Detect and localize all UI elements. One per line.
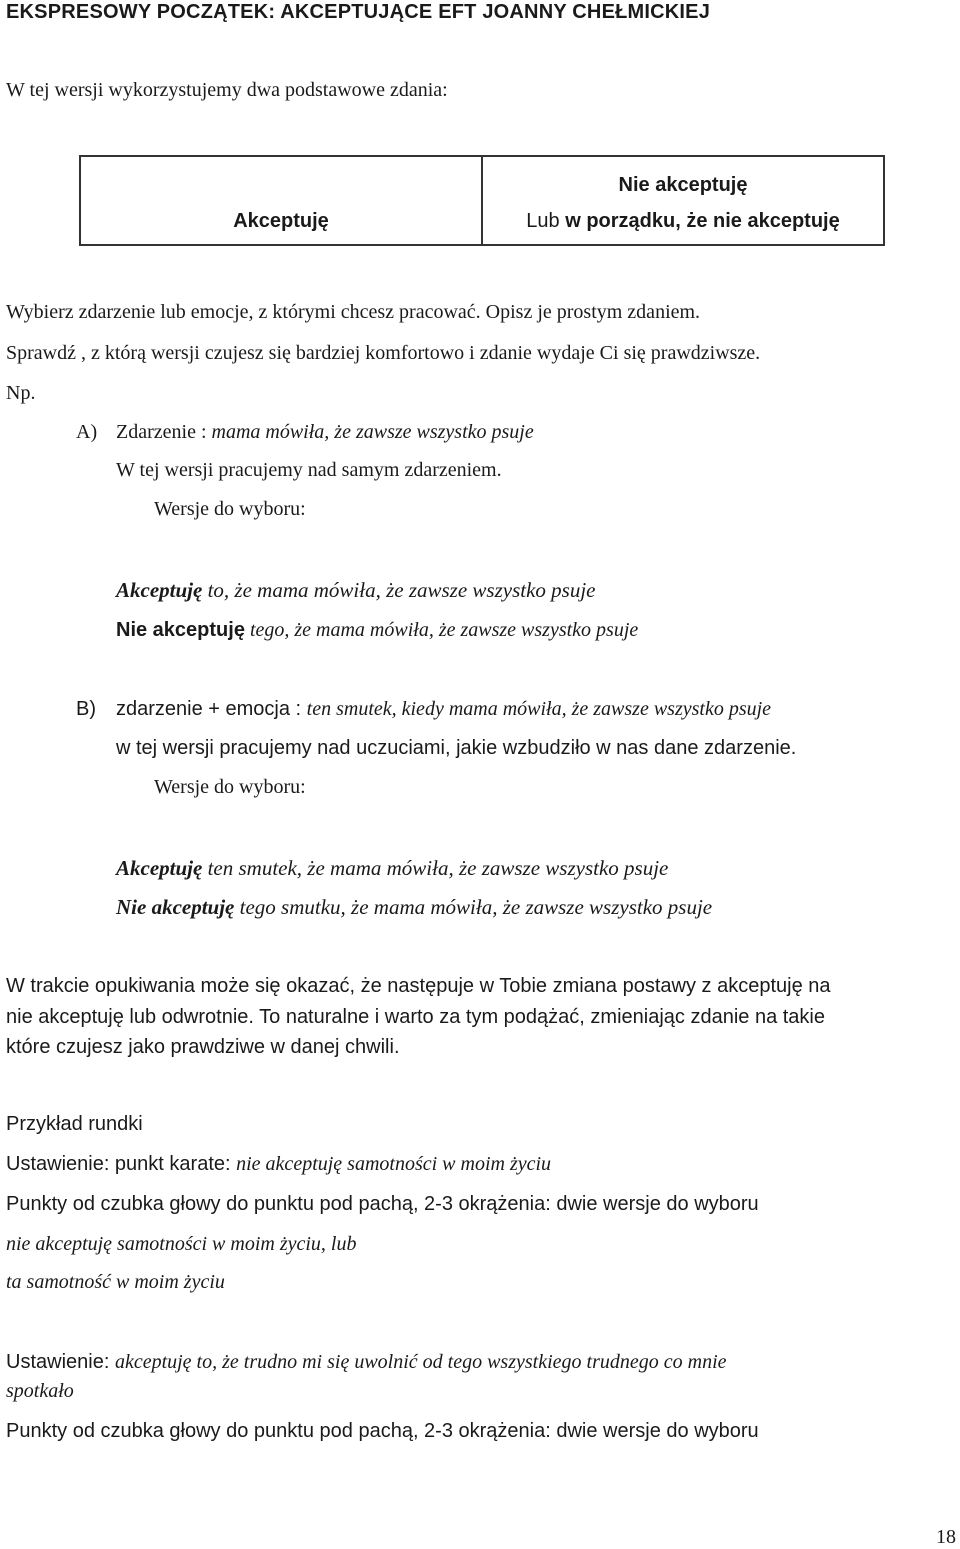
- example-points-2: Punkty od czubka głowy do punktu pod pachą, 2-3 okrążenia: dwie wersje do wyboru: [6, 1420, 759, 1442]
- page-title: EKSPRESOWY POCZĄTEK: AKCEPTUJĄCE EFT JOANNY CHEŁMICKIEJ: [6, 1, 711, 23]
- table-or-line: [483, 209, 883, 233]
- intro-text: W tej wersji wykorzystujemy dwa podstawowe zdania:: [6, 79, 448, 101]
- item-b-not-accept-rest: tego smutku, że mama mówiła, że zawsze wszystko psuje: [234, 895, 713, 919]
- item-a-marker: A): [76, 421, 98, 443]
- example-setup-2-phrase-cont: spotkało: [6, 1380, 74, 1402]
- example-points-1: Punkty od czubka głowy do punktu pod pachą, 2-3 okrążenia: dwie wersje do wyboru: [6, 1193, 759, 1215]
- sentence-table: [79, 155, 885, 246]
- table-cell-left: [81, 157, 481, 244]
- item-a-versions-label: Wersje do wyboru:: [154, 498, 306, 520]
- example-version-2-text: ta samotność w moim życiu: [6, 1271, 225, 1293]
- item-a-not-accept-rest: tego, że mama mówiła, że zawsze wszystko psuje: [244, 619, 639, 641]
- example-setup-1-lead: Ustawienie: punkt karate:: [6, 1153, 237, 1175]
- item-a-not-accept-bold: Nie akceptuję: [116, 619, 245, 641]
- item-a-accept-bold: Akceptuję: [116, 578, 203, 602]
- example-setup-1-phrase: nie akceptuję samotności w moim życiu: [236, 1153, 552, 1175]
- item-a-line1: [116, 420, 534, 444]
- item-b-lead: zdarzenie + emocja :: [116, 698, 307, 720]
- example-setup-2-phrase: akceptuję to, że trudno mi się uwolnić od tego wszystkiego trudnego co mnie: [114, 1351, 727, 1373]
- item-a-event: mama mówiła, że zawsze wszystko psuje: [211, 421, 534, 443]
- item-a-lead: Zdarzenie :: [116, 421, 212, 443]
- item-b-accept-bold: Akceptuję: [116, 856, 203, 880]
- item-a-version-not-accept: [116, 618, 638, 642]
- table-cell-right: [481, 157, 883, 244]
- item-a-line2: W tej wersji pracujemy nad samym zdarzeniem.: [116, 459, 502, 481]
- item-b-line1: [116, 697, 771, 721]
- example-setup-2: [6, 1350, 727, 1374]
- example-version-1-text: nie akceptuję samotności w moim życiu, lub: [6, 1233, 357, 1255]
- table-accept: Akceptuję: [233, 210, 329, 232]
- paragraph-choose: Wybierz zdarzenie lub emocje, z którymi chcesz pracować. Opisz je prostym zdaniem.: [6, 301, 701, 323]
- paragraph-tapping-line1: W trakcie opukiwania może się okazać, że następuje w Tobie zmiana postawy z akceptuję na: [6, 975, 831, 997]
- table-not-accept: Nie akceptuję: [618, 174, 748, 196]
- paragraph-tapping-line2: nie akceptuję lub odwrotnie. To naturalne i warto za tym podążać, zmieniając zdanie na takie: [6, 1006, 825, 1028]
- item-b-accept-rest: ten smutek, że mama mówiła, że zawsze wszystko psuje: [202, 856, 669, 880]
- table-or-prefix: Lub: [526, 210, 566, 232]
- example-title: Przykład rundki: [6, 1113, 143, 1135]
- item-b-line2: w tej wersji pracujemy nad uczuciami, jakie wzbudziło w nas dane zdarzenie.: [116, 737, 797, 759]
- table-ok-not-accept: w porządku, że nie akceptuję: [565, 210, 840, 232]
- item-b-version-accept: [116, 856, 668, 881]
- item-b-event: ten smutek, kiedy mama mówiła, że zawsze wszystko psuje: [306, 698, 772, 720]
- item-b-marker: B): [76, 698, 96, 720]
- item-a-accept-rest: to, że mama mówiła, że zawsze wszystko psuje: [202, 578, 596, 602]
- paragraph-check: Sprawdź , z którą wersji czujesz się bardziej komfortowo i zdanie wydaje Ci się prawdziwsze.: [6, 342, 761, 364]
- example-version-2: [6, 1270, 225, 1294]
- example-version-1: [6, 1232, 357, 1256]
- paragraph-tapping-line3: które czujesz jako prawdziwe w danej chwili.: [6, 1036, 400, 1058]
- paragraph-example: Np.: [6, 382, 36, 404]
- item-b-not-accept-bold: Nie akceptuję: [116, 895, 235, 919]
- example-setup-2-cont: [6, 1379, 74, 1403]
- example-setup-1: [6, 1152, 551, 1176]
- item-a-version-accept: [116, 578, 596, 603]
- item-b-version-not-accept: [116, 895, 712, 920]
- item-b-versions-label: Wersje do wyboru:: [154, 776, 306, 798]
- example-setup-2-lead: Ustawienie:: [6, 1351, 115, 1373]
- page-number: 18: [936, 1526, 956, 1548]
